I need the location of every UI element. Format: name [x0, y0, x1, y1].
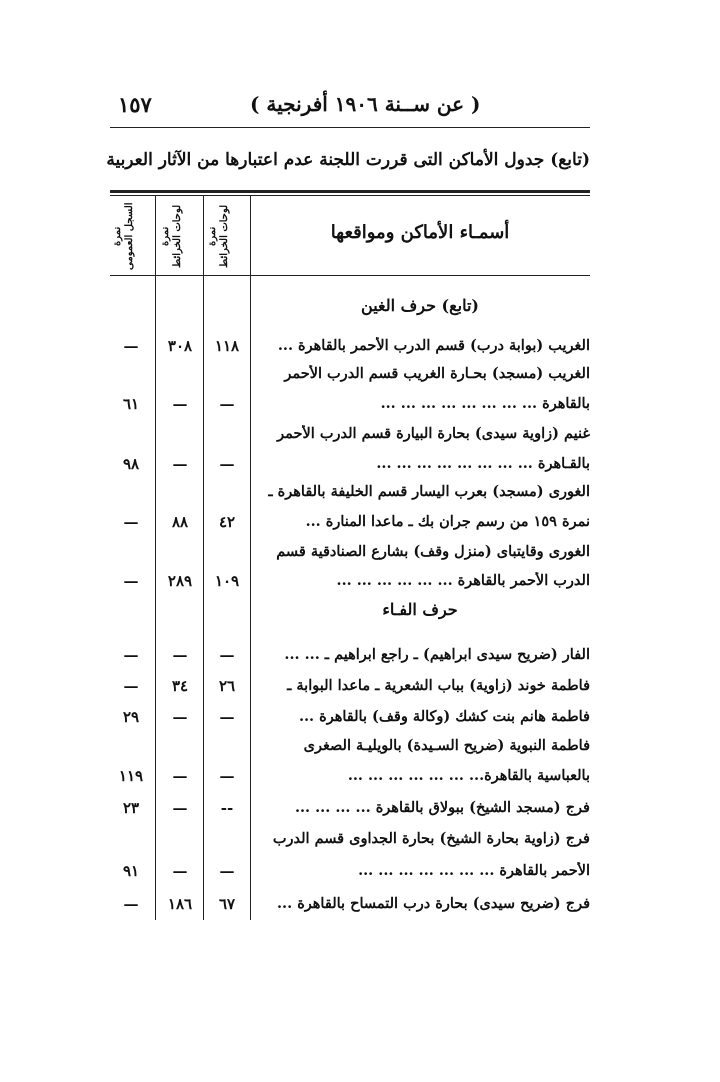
value-general-register: ٩٨ [122, 455, 140, 473]
entry-line: فرج (ضريح سيدى) بحارة درب التمساح بالقاهرة ... [277, 895, 590, 912]
entry-line: بالقاهرة ... ... ... ... ... ... ... ... [380, 395, 590, 412]
header-rule [110, 127, 590, 128]
value-general-register: ٢٩ [122, 708, 140, 726]
table-header-rule [110, 275, 590, 276]
value-map-plate-2: — [172, 646, 188, 664]
value-general-register: — [123, 677, 139, 695]
column-header-label-1: لوحات الخرائط [219, 204, 230, 268]
entry-line: الغريب (مسجد) بحـارة الغريب قسم الدرب الأحمر [284, 365, 590, 382]
table-top-rule-thin [110, 195, 590, 196]
value-map-plate-1: ٦٧ [218, 895, 236, 913]
value-map-plate-1: ١١٨ [214, 337, 240, 355]
value-general-register: — [123, 572, 139, 590]
value-map-plate-2: — [172, 862, 188, 880]
table-title: (تابع) جدول الأماكن التى قررت اللجنة عدم اعتبارها من الآثار العربية [106, 150, 590, 170]
column-header-printed-1: نمرة [207, 226, 218, 246]
section-title-ghain: (تابع) حرف الغين [361, 296, 479, 315]
entry-line: فرج (مسجد الشيخ) ببولاق بالقاهرة ... ... ... ... [294, 799, 590, 816]
value-general-register: — [123, 895, 139, 913]
value-general-register: — [123, 646, 139, 664]
entry-line: فاطمة النبوية (ضريح السـيدة) بالويليـة الصغرى [303, 737, 590, 754]
value-map-plate-2: — [172, 708, 188, 726]
entry-line: غنيم (زاوية سيدى) بحارة البيارة قسم الدرب الأحمر [277, 425, 590, 442]
value-general-register: ٩١ [122, 862, 140, 880]
value-map-plate-2: ١٨٦ [167, 895, 193, 913]
column-header-printed-2: نمرة [160, 226, 171, 246]
entry-line: نمرة ١٥٩ من رسم جران بك ـ ماعدا المنارة ... [305, 513, 590, 530]
value-map-plate-1: — [219, 708, 235, 726]
value-general-register: — [123, 513, 139, 531]
value-map-plate-1: — [219, 395, 235, 413]
value-map-plate-1: — [219, 455, 235, 473]
entry-line: فاطمة هانم بنت كشك (وكالة وقف) بالقاهرة ... [298, 708, 590, 725]
value-map-plate-1: ٢٦ [218, 677, 236, 695]
column-header-printed-3: نمرة [112, 226, 123, 246]
value-map-plate-2: — [172, 395, 188, 413]
value-general-register: ١١٩ [118, 767, 144, 785]
column-header-label-3: السجل العمومى [124, 202, 135, 270]
entry-line: الغريب (بوابة درب) قسم الدرب الأحمر بالقاهرة ... [277, 337, 590, 354]
value-map-plate-1: — [219, 862, 235, 880]
value-map-plate-2: ٣٤ [171, 677, 189, 695]
table-top-rule [110, 190, 590, 193]
value-map-plate-2: — [172, 455, 188, 473]
entry-line: الفار (ضريح سيدى ابراهيم) ـ راجع ابراهيم ـ ... ... [284, 646, 590, 663]
column-header-map-plate-2 [160, 200, 198, 272]
value-map-plate-1: -- [220, 799, 234, 817]
entry-line: بالقـاهرة ... ... ... ... ... ... ... ... [376, 455, 590, 472]
entry-line: الغورى (مسجد) بعرب اليسار قسم الخليفة بالقاهرة ـ [268, 483, 590, 500]
value-general-register: — [123, 337, 139, 355]
entry-line: الأحمر بالقاهرة ... ... ... ... ... ... ... [358, 862, 590, 879]
value-general-register: ٢٣ [122, 799, 140, 817]
column-header-label-2: لوحات الخرائط [172, 204, 183, 268]
value-map-plate-1: ٤٢ [218, 513, 236, 531]
entry-line: فرج (زاوية بحارة الشيخ) بحارة الجداوى قسم الدرب [272, 830, 590, 847]
entry-line: الدرب الأحمر بالقاهرة ... ... ... ... ... ... [336, 572, 590, 589]
entry-line: فاطمة خوند (زاوية) بباب الشعرية ـ ماعدا البوابة ـ [287, 677, 590, 694]
column-divider [203, 195, 204, 920]
page-number: ١٥٧ [118, 92, 152, 117]
value-map-plate-1: — [219, 767, 235, 785]
value-map-plate-1: — [219, 646, 235, 664]
entry-line: بالعباسية بالقاهرة... ... ... ... ... ... ... [347, 767, 590, 784]
value-general-register: ٦١ [122, 395, 140, 413]
section-title-fa: حرف الفـاء [382, 600, 458, 619]
column-header-general-register [112, 200, 150, 272]
entry-line: الغورى وقايتباى (منزل وقف) بشارع الصنادقية قسم [276, 543, 590, 560]
value-map-plate-2: — [172, 799, 188, 817]
column-header-map-plate-1 [207, 200, 245, 272]
value-map-plate-2: ٨٨ [171, 513, 189, 531]
value-map-plate-1: ١٠٩ [214, 572, 240, 590]
value-map-plate-2: ٢٨٩ [167, 572, 193, 590]
running-head: ( عن ســنة ١٩٠٦ أفرنجية ) [250, 92, 481, 116]
value-map-plate-2: ٣٠٨ [167, 337, 193, 355]
column-divider [155, 195, 156, 920]
column-header-names: أسمـاء الأماكن ومواقعها [330, 222, 510, 243]
value-map-plate-2: — [172, 767, 188, 785]
